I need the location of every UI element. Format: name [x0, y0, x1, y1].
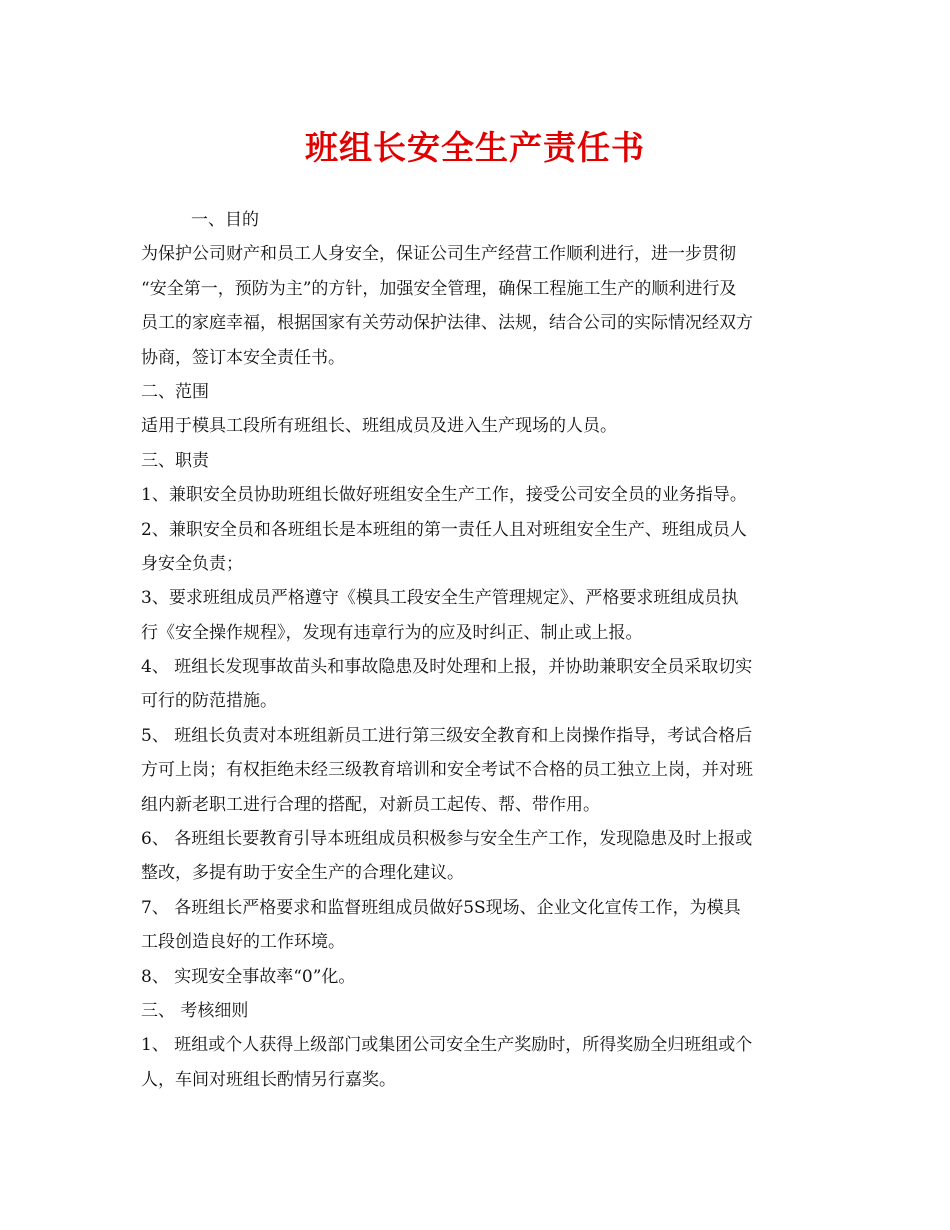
paragraph-line: 协商，签订本安全责任书。	[141, 347, 345, 368]
duty-item-line: 方可上岗；有权拒绝未经三级教育培训和安全考试不合格的员工独立上岗，并对班	[141, 760, 753, 781]
duty-item-line: 1、兼职安全员协助班组长做好班组安全生产工作，接受公司安全员的业务指导。	[141, 485, 747, 506]
duty-item-line: 7、 各班组长严格要求和监督班组成员做好5S现场、企业文化宣传工作，为模具	[141, 897, 741, 918]
paragraph-line: 适用于模具工段所有班组长、班组成员及进入生产现场的人员。	[141, 416, 617, 437]
document-title: 班组长安全生产责任书	[305, 128, 645, 167]
section-heading-duties: 三、职责	[141, 450, 209, 471]
section-heading-assessment: 三、 考核细则	[141, 1000, 249, 1021]
paragraph-line: 员工的家庭幸福，根据国家有关劳动保护法律、法规，结合公司的实际情况经双方	[141, 313, 753, 334]
duty-item-line: 4、 班组长发现事故苗头和事故隐患及时处理和上报，并协助兼职安全员采取切实	[141, 657, 753, 678]
duty-item-line: 行《安全操作规程》，发现有违章行为的应及时纠正、制止或上报。	[141, 622, 643, 643]
document-body	[141, 203, 813, 1097]
duty-item-line: 2、兼职安全员和各班组长是本班组的第一责任人且对班组安全生产、班组成员人	[141, 519, 747, 540]
duty-item-line: 工段创造良好的工作环境。	[141, 932, 345, 953]
section-heading-scope: 二、范围	[141, 381, 209, 402]
duty-item-line: 8、 实现安全事故率“0”化。	[141, 966, 356, 987]
assessment-item-line: 人，车间对班组长酌情另行嘉奖。	[141, 1069, 396, 1090]
duty-item-line: 3、要求班组成员严格遵守《模具工段安全生产管理规定》、严格要求班组成员执	[141, 588, 739, 609]
paragraph-line: “安全第一，预防为主”的方针，加强安全管理，确保工程施工生产的顺利进行及	[141, 278, 737, 299]
duty-item-line: 整改，多提有助于安全生产的合理化建议。	[141, 863, 464, 884]
duty-item-line: 组内新老职工进行合理的搭配，对新员工起传、帮、带作用。	[141, 794, 600, 815]
assessment-item-line: 1、 班组或个人获得上级部门或集团公司安全生产奖励时，所得奖励全归班组或个	[141, 1035, 753, 1056]
paragraph-line: 为保护公司财产和员工人身安全，保证公司生产经营工作顺利进行，进一步贯彻	[141, 244, 736, 265]
section-heading-purpose: 一、目的	[191, 210, 259, 230]
duty-item-line: 身安全负责；	[141, 553, 243, 574]
duty-item-line: 可行的防范措施。	[141, 691, 277, 712]
duty-item-line: 5、 班组长负责对本班组新员工进行第三级安全教育和上岗操作指导，考试合格后	[141, 725, 753, 746]
duty-item-line: 6、 各班组长要教育引导本班组成员积极参与安全生产工作，发现隐患及时上报或	[141, 829, 753, 850]
